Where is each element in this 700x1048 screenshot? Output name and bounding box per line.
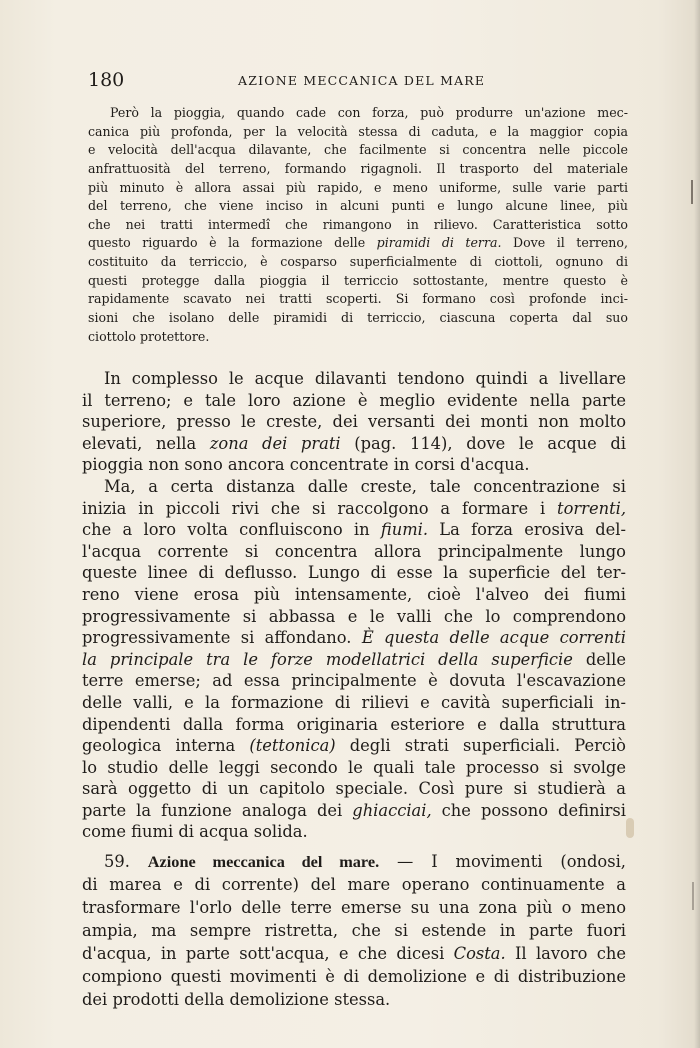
italic-term: (tettonica) bbox=[249, 736, 336, 756]
text-line: delle valli, e la formazione di rilievi e cavità superficiali in- bbox=[82, 692, 626, 712]
text-line: rapidamente scavato nei tratti scoperti. Si formano così profonde inci- bbox=[88, 291, 628, 307]
italic-term: torrenti, bbox=[557, 498, 626, 518]
text-line bbox=[82, 519, 626, 541]
text-segment: degli strati superficiali. Perciò bbox=[335, 736, 626, 756]
text-segment: inizia in piccoli rivi che si raccolgono a formare i bbox=[82, 498, 558, 518]
section-number: 59. bbox=[104, 852, 130, 871]
text-segment: (pag. 114), dove le acque di bbox=[340, 433, 626, 453]
text-line: terre emerse; ad essa principalmente è dovuta l'escavazione bbox=[82, 671, 626, 691]
italic-term: la principale tra le forze modellatrici della superficie bbox=[82, 649, 573, 669]
text-line: sarà oggetto di un capitolo speciale. Così pure si studierà a bbox=[82, 779, 626, 799]
text-segment: delle bbox=[572, 649, 626, 669]
page-header bbox=[88, 68, 626, 94]
italic-term: Costa. bbox=[453, 944, 506, 963]
text-line: che nei tratti intermedî che rimangono in rilievo. Caratteristica sotto bbox=[88, 216, 628, 232]
text-line bbox=[82, 627, 626, 649]
text-segment: Il lavoro che bbox=[505, 944, 626, 963]
text-segment: questo riguardo è la formazione delle bbox=[88, 235, 377, 251]
text-line bbox=[82, 433, 626, 455]
text-line bbox=[88, 234, 628, 253]
text-line: costituito da terriccio, è cosparso superficialmente di ciottoli, ognuno di bbox=[88, 254, 628, 270]
text-segment: progressivamente si affondano. bbox=[82, 628, 362, 648]
text-line: come fiumi di acqua solida. bbox=[82, 822, 308, 842]
text-line: Però la pioggia, quando cade con forza, può produrre un'azione mec- bbox=[110, 105, 628, 120]
italic-term: fiumi. bbox=[380, 520, 429, 540]
text-line bbox=[82, 498, 626, 520]
text-segment: Dove il terreno, bbox=[501, 235, 629, 251]
text-line: trasformare l'orlo delle terre emerse su una zona più o meno bbox=[82, 898, 626, 917]
text-line: del terreno, che viene inciso in alcuni punti e lungo alcune linee, più bbox=[88, 198, 628, 214]
text-line: ampia, ma sempre ristretta, che si estende in parte fuori bbox=[82, 921, 626, 940]
main-paragraph bbox=[82, 368, 626, 843]
section-heading: Azione meccanica del mare. bbox=[147, 852, 380, 871]
text-segment: d'acqua, in parte sott'acqua, e che dicesi bbox=[82, 944, 454, 963]
text-segment: geologica interna bbox=[82, 736, 250, 756]
text-line bbox=[82, 735, 626, 757]
text-line: di marea e di corrente) del mare operano continuamente a bbox=[82, 875, 626, 894]
text-line: dipendenti dalla forma originaria esteriore e dalla struttura bbox=[82, 714, 626, 734]
running-title: AZIONE MECCANICA DEL MARE bbox=[238, 73, 486, 88]
small-print-paragraph bbox=[88, 104, 628, 344]
text-line: dei prodotti della demolizione stessa. bbox=[82, 990, 391, 1009]
text-line: anfrattuosità del terreno, formando rigagnoli. Il trasporto del materiale bbox=[88, 160, 628, 176]
text-line: sioni che isolano delle piramidi di terriccio, ciascuna coperta dal suo bbox=[88, 310, 628, 326]
section-59 bbox=[82, 850, 626, 1011]
italic-term: piramidi di terra. bbox=[376, 235, 502, 251]
text-line: il terreno; e tale loro azione è meglio evidente nella parte bbox=[82, 390, 626, 410]
text-line: In complesso le acque dilavanti tendono quindi a livellare bbox=[104, 369, 626, 388]
text-line: queste linee di deflusso. Lungo di esse la superficie del ter- bbox=[82, 563, 626, 583]
italic-term: È questa delle acque correnti bbox=[361, 628, 626, 648]
text-line: pioggia non sono ancora concentrate in corsi d'acqua. bbox=[82, 455, 530, 475]
page-number: 180 bbox=[88, 69, 125, 91]
text-line: Ma, a certa distanza dalle creste, tale concentrazione si bbox=[104, 476, 626, 496]
text-line bbox=[82, 800, 626, 822]
text-line: progressivamente si abbassa e le valli che lo comprendono bbox=[82, 606, 626, 626]
margin-mark bbox=[691, 180, 693, 204]
text-line: ciottolo protettore. bbox=[88, 328, 210, 344]
text-segment: parte la funzione analoga dei bbox=[82, 800, 353, 820]
text-line bbox=[82, 649, 626, 671]
text-segment: che a loro volta confluiscono in bbox=[82, 520, 381, 540]
text-line: più minuto è allora assai più rapido, e meno uniforme, sulle varie parti bbox=[88, 179, 628, 195]
paper-stain bbox=[626, 818, 634, 838]
italic-term: zona dei prati bbox=[209, 433, 341, 453]
section-first-line-text: — I movimenti (ondosi, bbox=[397, 852, 626, 871]
text-line: superiore, presso le creste, dei versanti dei monti non molto bbox=[82, 412, 626, 432]
text-line bbox=[82, 942, 626, 965]
text-line: e velocità dell'acqua dilavante, che facilmente si concentra nelle piccole bbox=[88, 142, 628, 158]
text-line: lo studio delle leggi secondo le quali tale processo si svolge bbox=[82, 757, 626, 777]
text-segment: La forza erosiva del- bbox=[428, 520, 626, 540]
italic-term: ghiacciai, bbox=[352, 800, 432, 820]
text-line: canica più profonda, per la velocità stessa di caduta, e la maggior copia bbox=[88, 123, 628, 139]
text-line: l'acqua corrente si concentra allora principalmente lungo bbox=[82, 541, 626, 561]
text-line: reno viene erosa più intensamente, cioè l'alveo dei fiumi bbox=[82, 584, 626, 604]
text-line: compiono questi movimenti è di demolizione e di distribuzione bbox=[82, 967, 626, 986]
margin-mark bbox=[692, 882, 694, 910]
text-line: questi protegge dalla pioggia il terriccio sottostante, mentre questo è bbox=[88, 272, 628, 288]
text-segment: che possono definirsi bbox=[431, 800, 626, 820]
text-segment: elevati, nella bbox=[82, 433, 210, 453]
section-heading-line bbox=[82, 850, 626, 873]
